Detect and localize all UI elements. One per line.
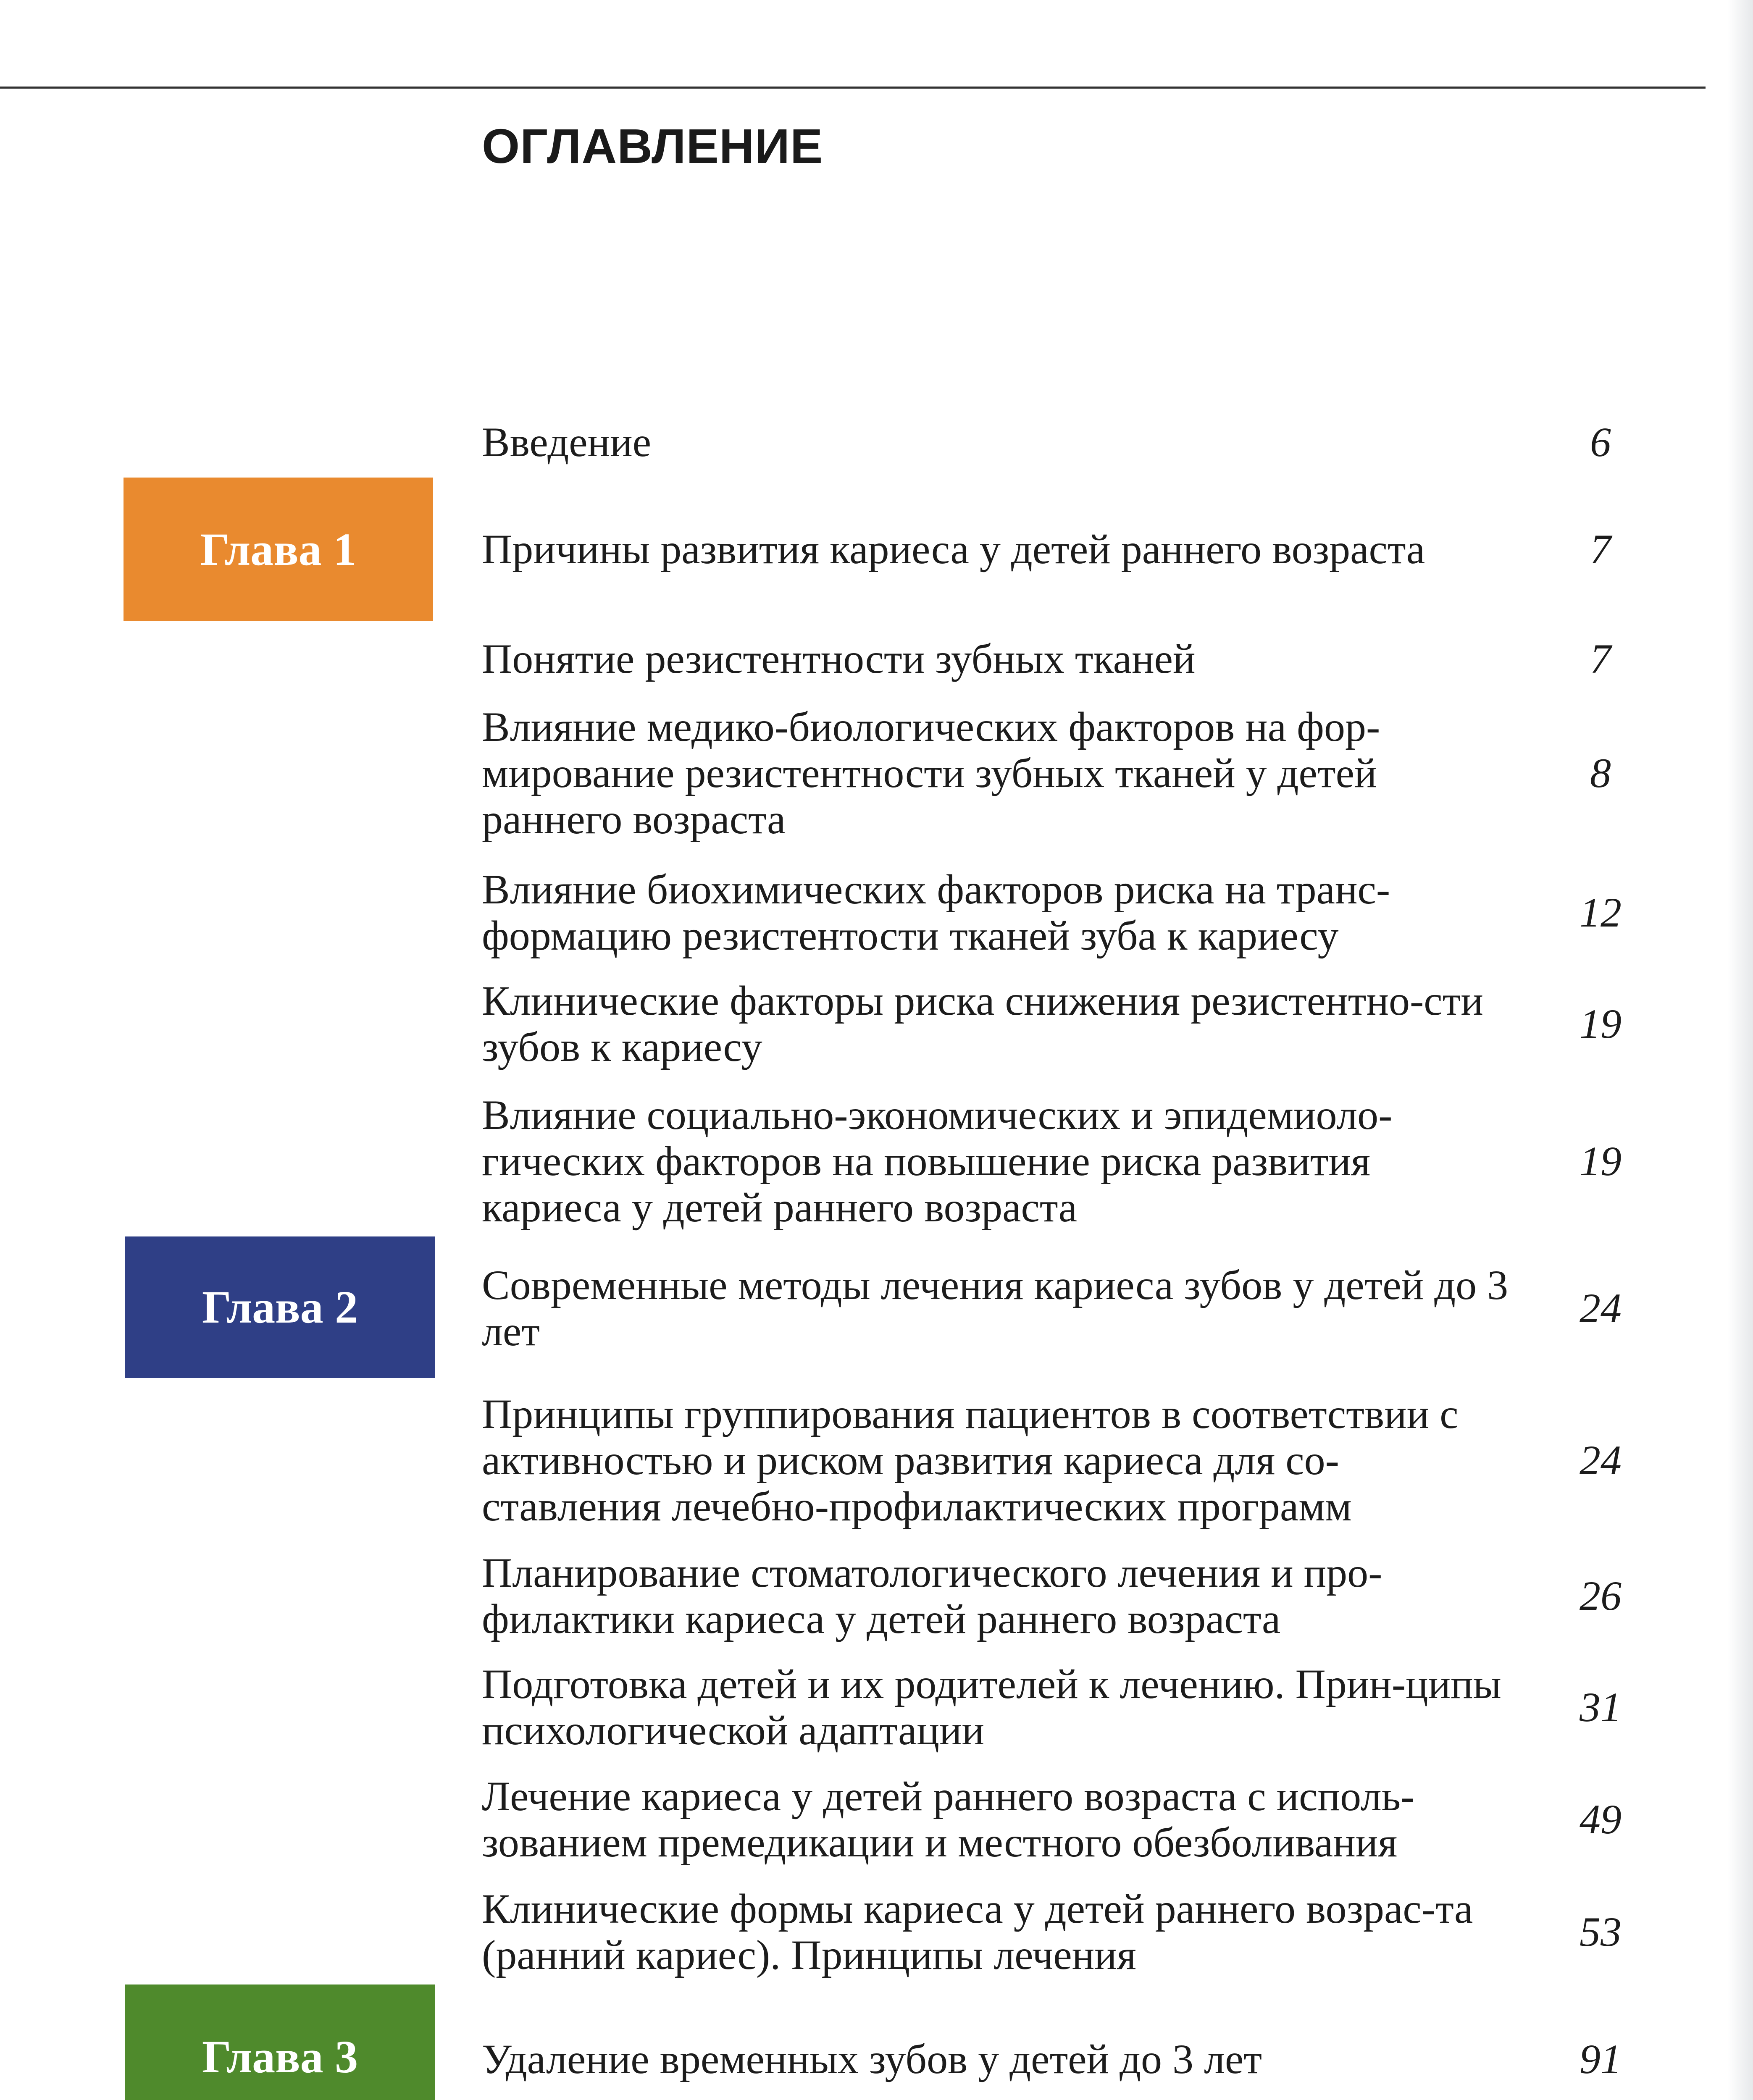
toc-entry: Клинические формы кариеса у детей раннего возрас-та (ранний кариес). Принципы лечения <box>482 1885 1473 1978</box>
toc-page-chapter1-title: 7 <box>1590 526 1611 572</box>
toc-entry: Понятие резистентности зубных тканей <box>482 635 1196 682</box>
toc-page: 26 <box>1580 1572 1622 1619</box>
toc-page-chapter2-title: 24 <box>1580 1285 1622 1331</box>
toc-page: 31 <box>1580 1684 1622 1730</box>
toc-page: 8 <box>1590 750 1611 796</box>
toc-page: 12 <box>1580 889 1622 936</box>
chapter-2-marker: Глава 2 <box>125 1236 435 1378</box>
toc-page: 53 <box>1580 1908 1622 1955</box>
toc-page: 49 <box>1580 1796 1622 1843</box>
toc-page-introduction: 6 <box>1590 419 1611 465</box>
toc-entry-introduction: Введение <box>482 419 652 465</box>
toc-entry: Влияние медико-биологических факторов на фор-мирование резистентности зубных тканей у детей раннего возраста <box>482 704 1380 843</box>
toc-entry-chapter3-title: Удаление временных зубов у детей до 3 лет <box>482 2036 1262 2082</box>
toc-entry: Принципы группирования пациентов в соответствии с активностью и риском развития кариеса для со-ставления лечебно-профилактических программ <box>482 1391 1459 1530</box>
toc-entry: Влияние биохимических факторов риска на транс-формацию резистентости тканей зуба к кариесу <box>482 866 1390 959</box>
toc-entry: Лечение кариеса у детей раннего возраста с исполь-зованием премедикации и местного обезболивания <box>482 1773 1415 1866</box>
toc-entry: Клинические факторы риска снижения резистентно-сти зубов к кариесу <box>482 977 1483 1070</box>
toc-page: 24 <box>1580 1437 1622 1483</box>
toc-entry: Влияние социально-экономических и эпидемиоло-гических факторов на повышение риска развития кариеса у детей раннего возраста <box>482 1092 1393 1231</box>
chapter-1-marker: Глава 1 <box>124 478 433 621</box>
toc-page: 7 <box>1590 635 1611 682</box>
chapter-3-marker: Глава 3 <box>125 1984 435 2100</box>
toc-entry: Планирование стоматологического лечения и про-филактики кариеса у детей раннего возраста <box>482 1549 1382 1642</box>
toc-page: 19 <box>1580 1000 1622 1047</box>
toc-entry-chapter2-title: Современные методы лечения кариеса зубов у детей до 3 лет <box>482 1262 1509 1354</box>
toc-entry: Подготовка детей и их родителей к лечению. Прин-ципы психологической адаптации <box>482 1661 1501 1754</box>
top-rule <box>0 87 1706 89</box>
page-edge-shadow <box>1728 0 1753 2100</box>
page-title: ОГЛАВЛЕНИЕ <box>482 119 823 173</box>
toc-page-chapter3-title: 91 <box>1580 2036 1622 2082</box>
toc-entry-chapter1-title: Причины развития кариеса у детей раннего возраста <box>482 526 1425 572</box>
toc-page: 19 <box>1580 1138 1622 1184</box>
